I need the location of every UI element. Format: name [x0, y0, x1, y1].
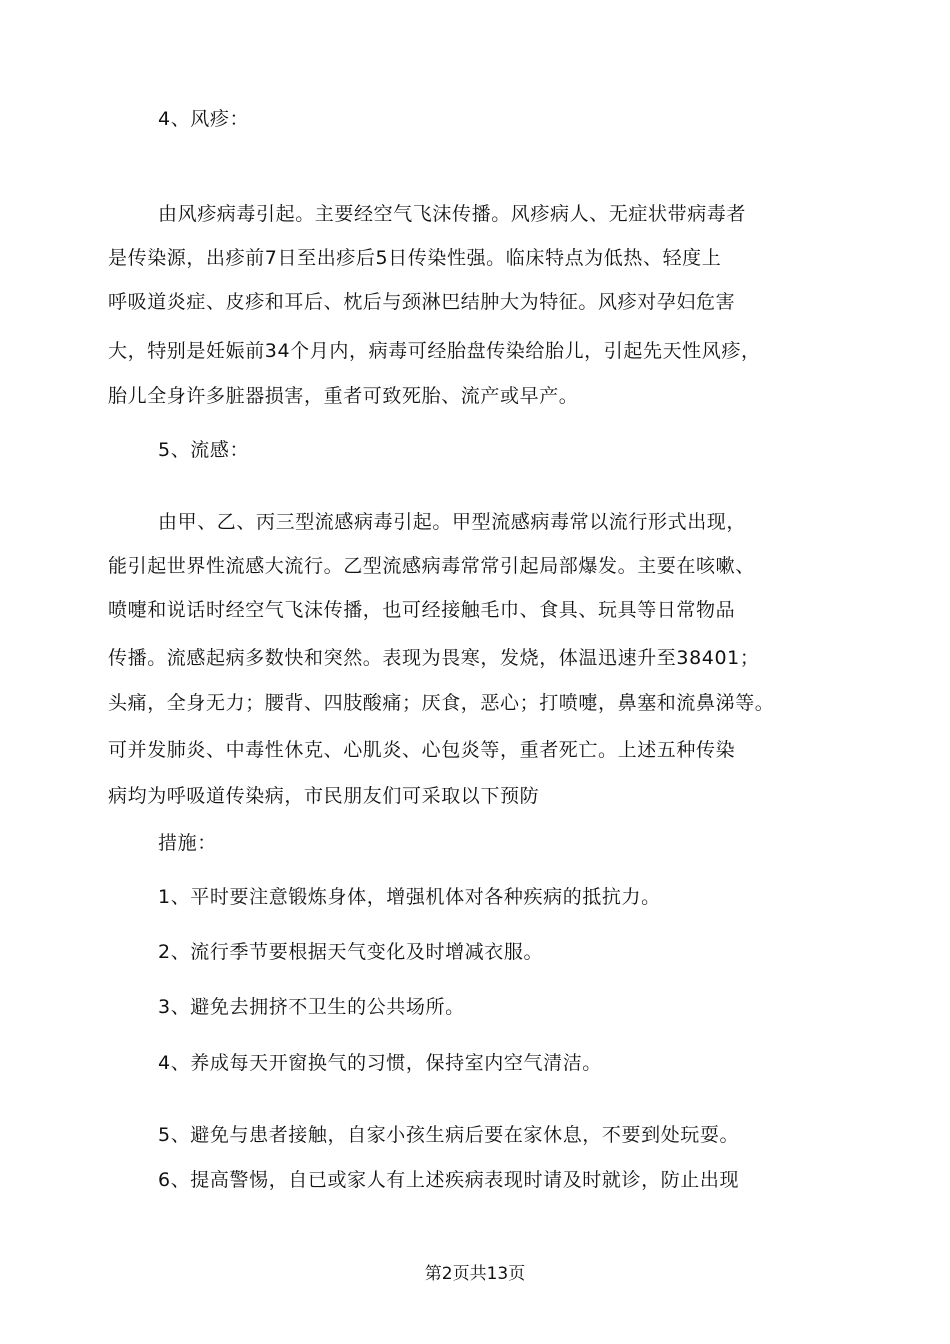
paragraph-line: 呼吸道炎症、皮疹和耳后、枕后与颈淋巴结肿大为特征。风疹对孕妇危害 [108, 291, 736, 313]
list-item: 6、提高警惕，自已或家人有上述疾病表现时请及时就诊，防止出现 [158, 1169, 740, 1191]
paragraph-line: 喷嚏和说话时经空气飞沫传播，也可经接触毛巾、食具、玩具等日常物品 [108, 599, 736, 621]
paragraph-line: 是传染源，出疹前7日至出疹后5日传染性强。临床特点为低热、轻度上 [108, 247, 722, 269]
measures-label: 措施： [158, 832, 217, 854]
list-item: 3、避免去拥挤不卫生的公共场所。 [158, 996, 465, 1018]
page-number: 第2页共13页 [424, 1264, 526, 1284]
paragraph-line: 头痛，全身无力；腰背、四肢酸痛；厌食，恶心；打喷嚏，鼻塞和流鼻涕等。 [108, 692, 775, 714]
paragraph-line: 由风疹病毒引起。主要经空气飞沫传播。风疹病人、无症状带病毒者 [158, 203, 747, 225]
paragraph-line: 胎儿全身许多脏器损害，重者可致死胎、流产或早产。 [108, 385, 579, 407]
list-item: 5、避免与患者接触，自家小孩生病后要在家休息，不要到处玩耍。 [158, 1124, 740, 1146]
list-item: 4、养成每天开窗换气的习惯，保持室内空气清洁。 [158, 1052, 602, 1074]
section-heading-rubella: 4、风疹： [158, 108, 250, 130]
paragraph-line: 大，特别是妊娠前34个月内，病毒可经胎盘传染给胎儿，引起先天性风疹， [108, 340, 761, 362]
paragraph-line: 能引起世界性流感大流行。乙型流感病毒常常引起局部爆发。主要在咳嗽、 [108, 555, 755, 577]
list-item: 1、平时要注意锻炼身体，增强机体对各种疾病的抵抗力。 [158, 886, 661, 908]
paragraph-line: 由甲、乙、丙三型流感病毒引起。甲型流感病毒常以流行形式出现， [158, 511, 747, 533]
section-heading-flu: 5、流感： [158, 439, 250, 461]
paragraph-line: 病均为呼吸道传染病，市民朋友们可采取以下预防 [108, 785, 540, 807]
list-item: 2、流行季节要根据天气变化及时增减衣服。 [158, 941, 544, 963]
paragraph-line: 传播。流感起病多数快和突然。表现为畏寒，发烧，体温迅速升至38401； [108, 647, 760, 669]
paragraph-line: 可并发肺炎、中毒性休克、心肌炎、心包炎等，重者死亡。上述五种传染 [108, 739, 736, 761]
